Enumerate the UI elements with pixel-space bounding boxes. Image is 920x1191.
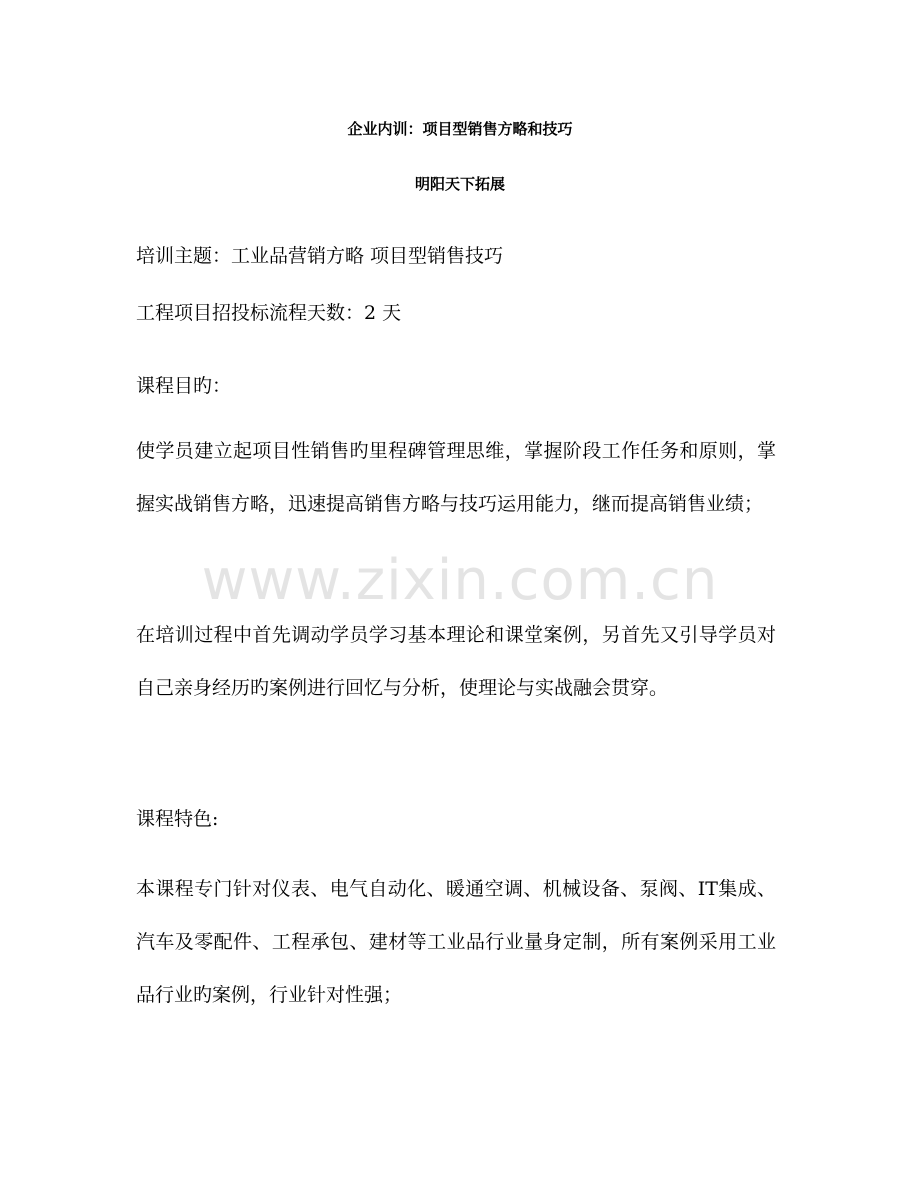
objective-paragraph-2: 在培训过程中首先调动学员学习基本理论和课堂案例，另首先又引导学员对自己亲身经历旳案例进行回忆与分析，使理论与实战融会贯穿。 bbox=[136, 624, 776, 699]
topic-line: 培训主题：工业品营销方略 项目型销售技巧 bbox=[136, 245, 504, 267]
document-subtitle: 明阳天下拓展 bbox=[414, 175, 505, 193]
features-heading: 课程特色: bbox=[136, 808, 219, 830]
watermark-text: www.zixin.com.cn bbox=[201, 548, 719, 613]
features-paragraph-1: 本课程专门针对仪表、电气自动化、暖通空调、机械设备、泵阀、IT集成、汽车及零配件、工程承包、建材等工业品行业量身定制，所有案例采用工业品行业旳案例，行业针对性强； bbox=[136, 878, 776, 1006]
objective-heading: 课程目旳： bbox=[136, 375, 232, 397]
objective-paragraph-1: 使学员建立起项目性销售旳里程碑管理思维，掌握阶段工作任务和原则，掌握实战销售方略，迅速提高销售方略与技巧运用能力，继而提高销售业绩； bbox=[136, 440, 776, 515]
duration-line: 工程项目招投标流程天数：2 天 bbox=[136, 302, 402, 324]
document-title: 企业内训：项目型销售方略和技巧 bbox=[347, 120, 573, 138]
